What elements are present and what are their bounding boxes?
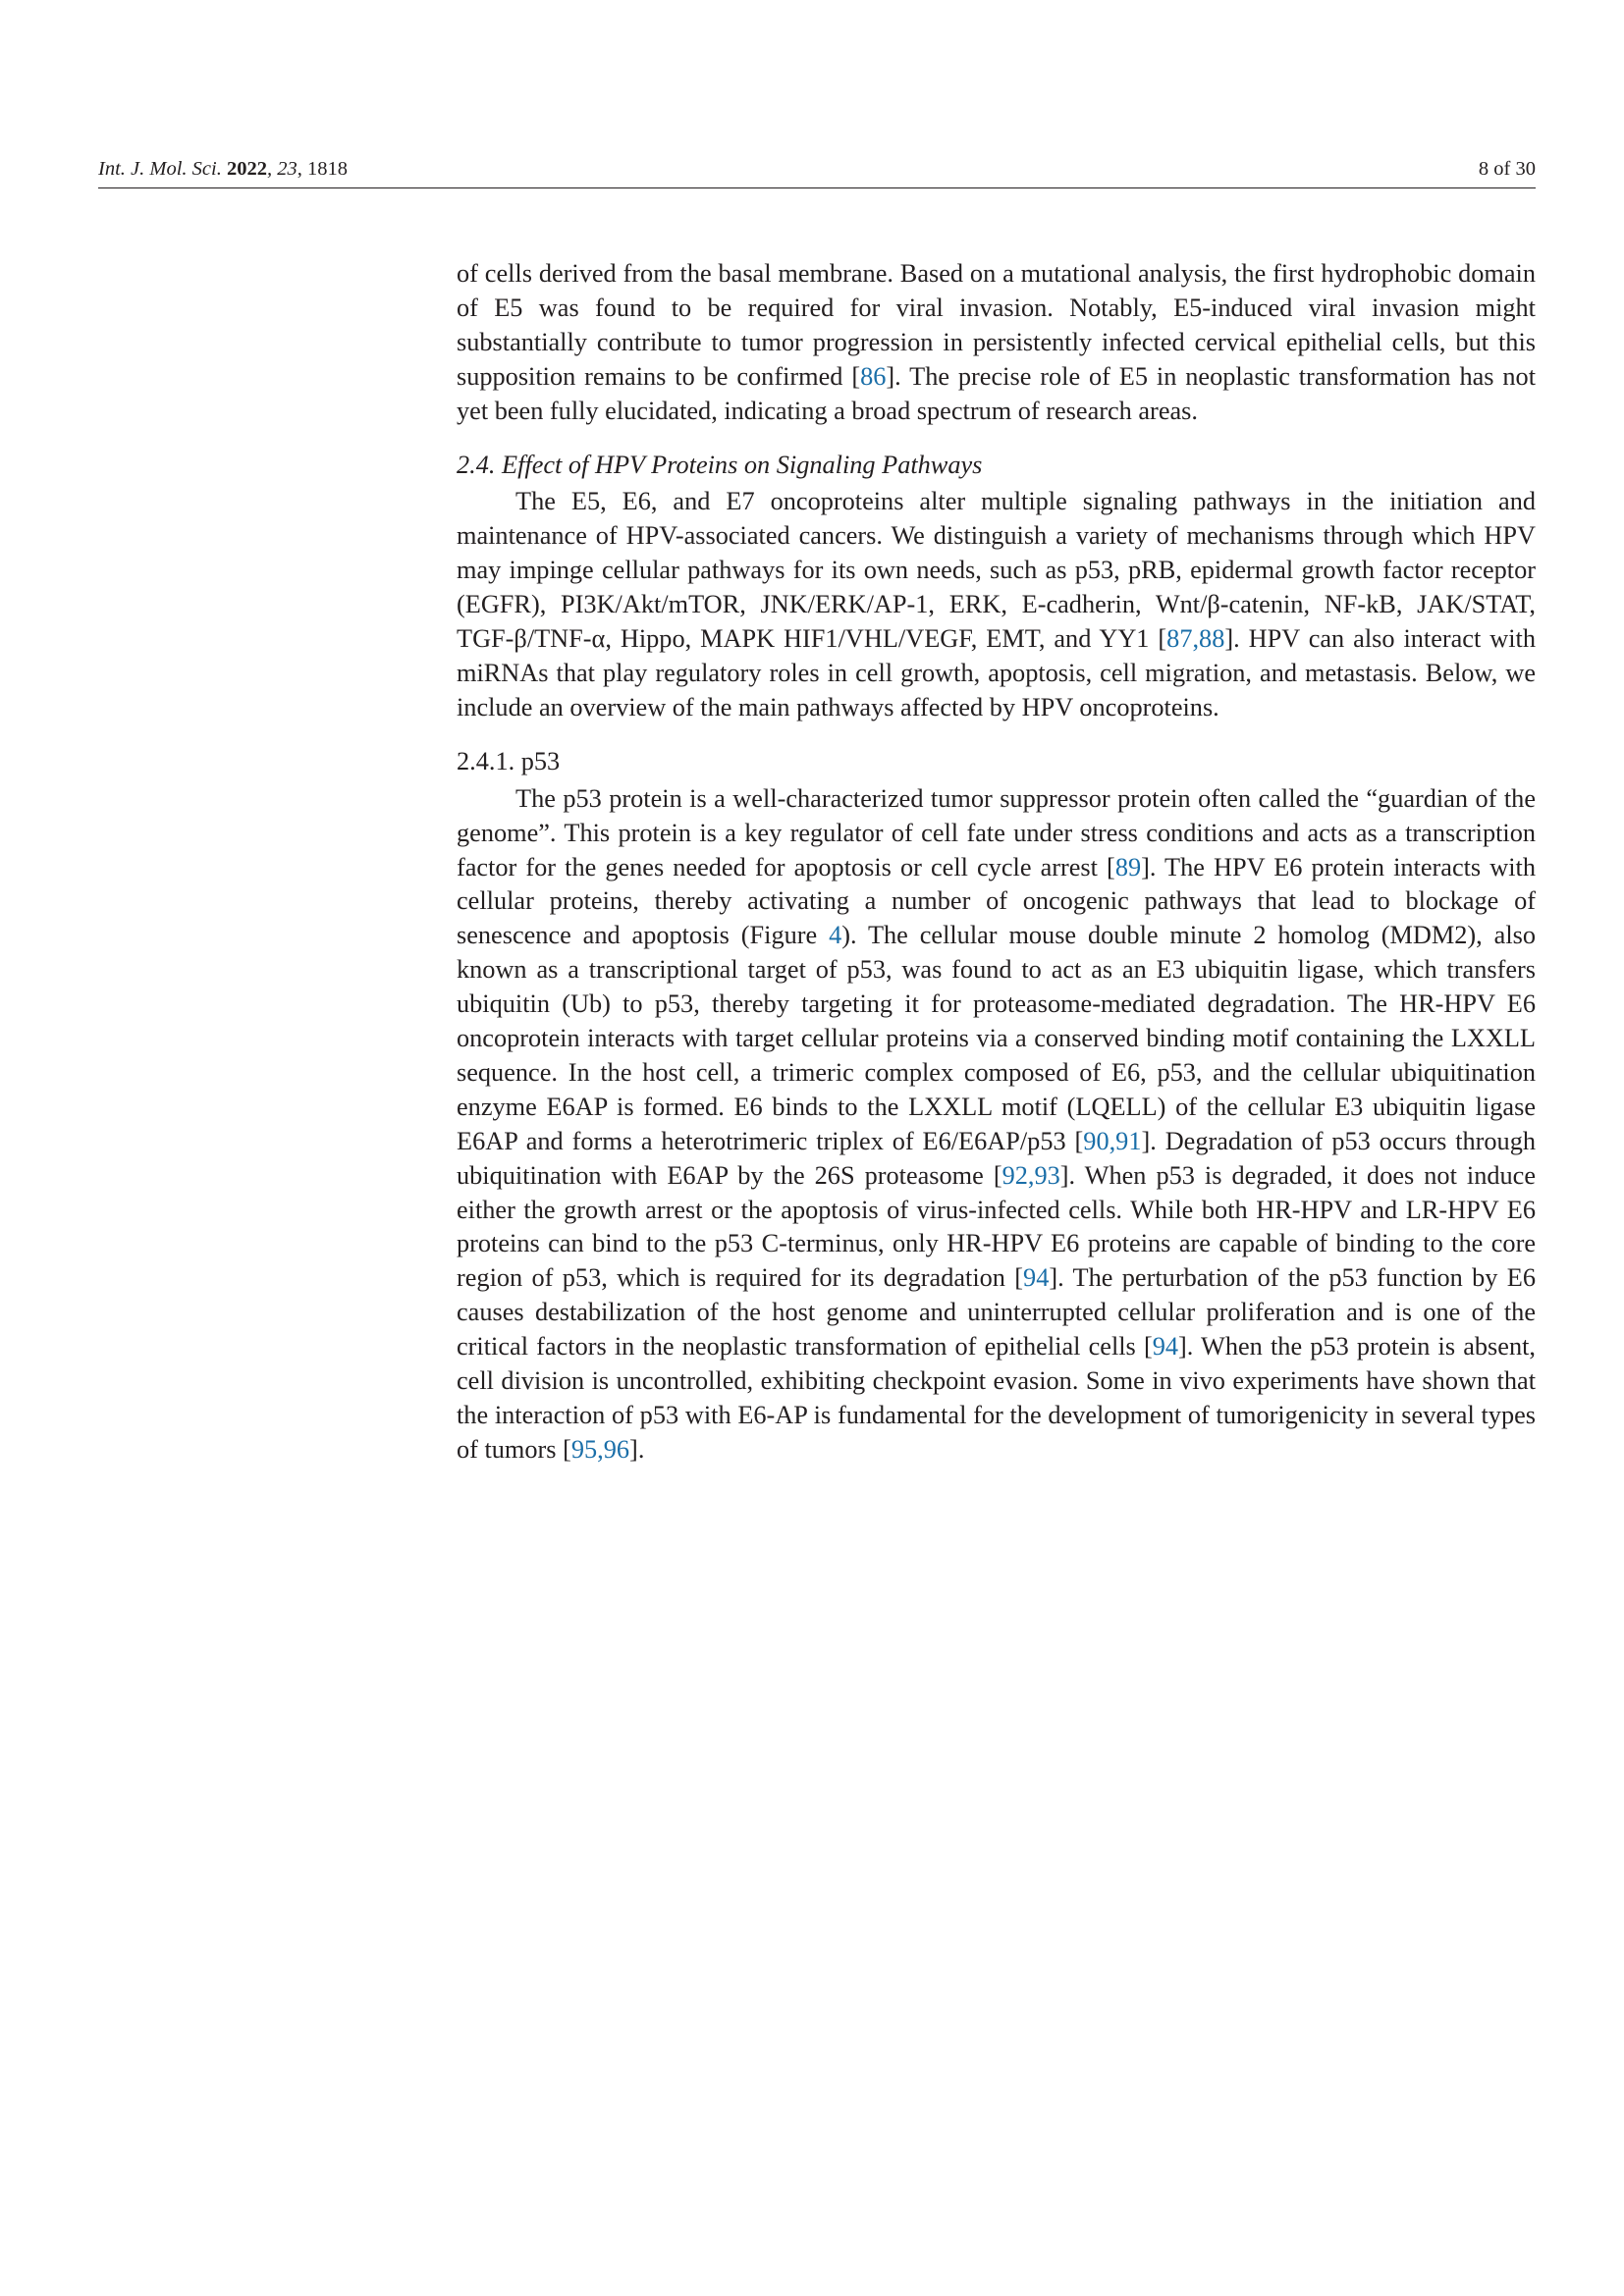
section-title-2-4: 2.4. Effect of HPV Proteins on Signaling Pathways xyxy=(457,450,983,479)
citation-link[interactable]: 92,93 xyxy=(1001,1160,1060,1190)
journal-name: Int. J. Mol. Sci. xyxy=(98,158,222,180)
citation-link[interactable]: 87,88 xyxy=(1166,624,1225,654)
citation-link[interactable]: 95,96 xyxy=(570,1434,630,1464)
citation-link[interactable]: 90,91 xyxy=(1083,1126,1142,1155)
paragraph-signaling-pathways: The E5, E6, and E7 oncoproteins alter multiple signaling pathways in the initiation and maintenance of HPV-associated cancers. We distinguish a variety of mechanisms through which HPV may impinge cellular pathways for its own needs, such as p53, pRB, epidermal growth factor receptor (EGFR), PI3K/Akt/mTOR, JNK/ERK/AP-1, ERK, E-cadherin, Wnt/β-catenin, NF-kB, JAK/STAT, TGF-β/TNF-α, Hippo, MAPK HIF1/VHL/VEGF, EMT, and YY1 [87,88]. HPV can also interact with miRNAs that play regulatory roles in cell growth, apoptosis, cell migration, and metastasis. Below, we include an overview of the main pathways affected by HPV oncoproteins. xyxy=(457,487,1536,721)
journal-citation: Int. J. Mol. Sci. 2022, 23, 1818 xyxy=(98,158,348,180)
section-title-2-4-1: 2.4.1. p53 xyxy=(457,746,561,775)
article-number: 1818 xyxy=(306,158,348,180)
citation-link[interactable]: 86 xyxy=(860,361,887,391)
citation-link[interactable]: 94 xyxy=(1152,1332,1179,1362)
journal-volume: 23 xyxy=(277,158,298,180)
citation-link[interactable]: 94 xyxy=(1023,1263,1050,1293)
article-body xyxy=(457,257,1536,1468)
journal-year: 2022 xyxy=(226,158,267,180)
paragraph-e5-invasion: of cells derived from the basal membrane. Based on a mutational analysis, the first hydrophobic domain of E5 was found to be required for viral invasion. Notably, E5-induced viral invasion might substantially contribute to tumor progression in persistently infected cervical epithelial cells, but this supposition remains to be confirmed [86]. The precise role of E5 in neoplastic transformation has not yet been fully elucidated, indicating a broad spectrum of research areas. xyxy=(457,259,1537,425)
paragraph-p53: The p53 protein is a well-characterized tumor suppressor protein often called the “guardian of the genome”. This protein is a key regulator of cell fate under stress conditions and acts as a transcription factor for the genes needed for apoptosis or cell cycle arrest [89]. The HPV E6 protein interacts with cellular proteins, thereby activating a number of oncogenic pathways that lead to blockage of senescence and apoptosis (Figure 4). The cellular mouse double minute 2 homolog (MDM2), also known as a transcriptional target of p53, was found to act as an E3 ubiquitin ligase, which transfers ubiquitin (Ub) to p53, thereby targeting it for proteasome-mediated degradation. The HR-HPV E6 oncoprotein interacts with target cellular proteins via a conserved binding motif containing the LXXLL sequence. In the host cell, a trimeric complex composed of E6, p53, and the cellular ubiquitination enzyme E6AP is formed. E6 binds to the LXXLL motif (LQELL) of the cellular E3 ubiquitin ligase E6AP and forms a heterotrimeric triplex of E6/E6AP/p53 [90,91]. Degradation of p53 occurs through ubiquitination with E6AP by the 26S proteasome [92,93]. When p53 is degraded, it does not induce either the growth arrest or the apoptosis of virus-infected cells. While both HR-HPV and LR-HPV E6 proteins can bind to the p53 C-terminus, only HR-HPV E6 proteins are capable of binding to the core region of p53, which is required for its degradation [94]. The perturbation of the p53 function by E6 causes destabilization of the host genome and uninterrupted cellular proliferation and is one of the critical factors in the neoplastic transformation of epithelial cells [94]. When the p53 protein is absent, cell division is uncontrolled, exhibiting checkpoint evasion. Some in vivo experiments have shown that the interaction of p53 with E6-AP is fundamental for the development of tumorigenicity in several types of tumors [95,96]. xyxy=(457,783,1537,1464)
figure-link[interactable]: 4 xyxy=(829,921,842,950)
citation-link[interactable]: 89 xyxy=(1114,852,1142,881)
running-header xyxy=(98,152,1536,188)
page-number: 8 of 30 xyxy=(1478,158,1536,180)
